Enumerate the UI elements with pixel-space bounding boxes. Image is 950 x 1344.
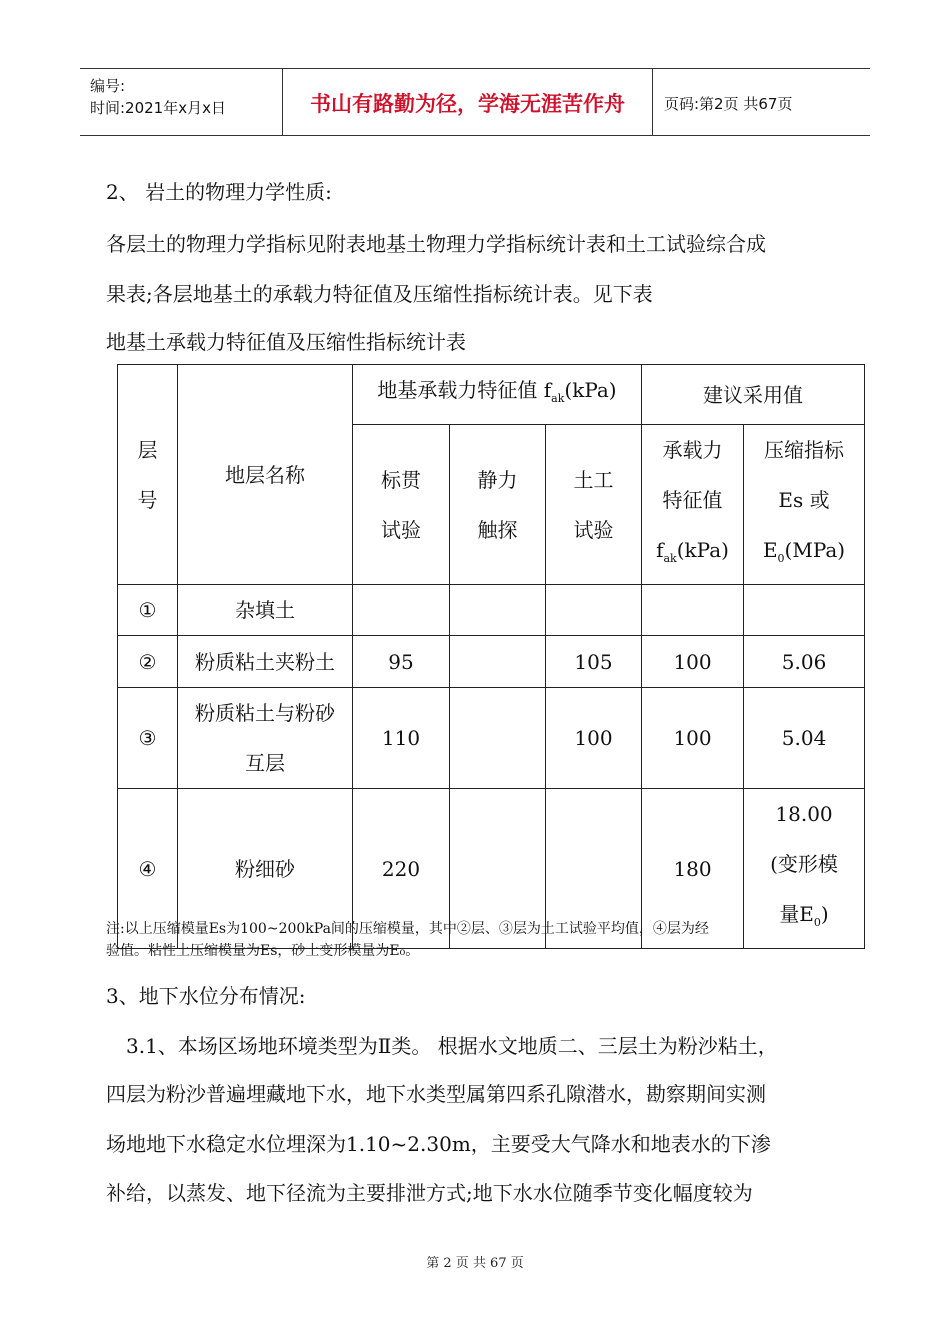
bearing-capacity-table <box>117 364 865 949</box>
header-layer-no: 层 号 <box>118 365 178 585</box>
paragraph-line: 各层土的物理力学指标见附表地基土物理力学指标统计表和土工试验综合成 <box>106 232 766 256</box>
paragraph-line: 场地地下水稳定水位埋深为1.10~2.30m，主要受大气降水和地表水的下渗 <box>106 1132 771 1156</box>
header-spt: 标贯 试验 <box>353 425 450 585</box>
header-motto: 书山有路勤为径，学海无涯苦作舟 <box>310 92 625 116</box>
paragraph-line: 四层为粉沙普遍埋藏地下水，地下水类型属第四系孔隙潜水，勘察期间实测 <box>106 1082 766 1106</box>
table-row: ④ 粉细砂 220 180 18.00 (变形模 量$E_0$) <box>118 789 865 949</box>
table-note: 注:以上压缩模量Es为100~200kPa间的压缩模量，其中②层、③层为土工试验平均值，④层为经 验值。粘性土压缩模量为Es，砂土变形模量为E₀。 <box>106 921 709 959</box>
doc-number-label: 编号: <box>90 77 126 95</box>
table-row: ① 杂填土 <box>118 585 865 636</box>
header-recommended-group: 建议采用值 <box>642 365 865 425</box>
header-compression: 压缩指标 Es 或 $E_0(MPa)$ <box>744 425 865 585</box>
table-row: ③ 粉质粘土与粉砂 互层 110 100 100 5.04 <box>118 688 865 789</box>
document-header <box>80 68 870 136</box>
paragraph-line: 补给，以蒸发、地下径流为主要排泄方式;地下水水位随季节变化幅度较为 <box>106 1181 753 1205</box>
section-3-heading: 3、地下水位分布情况: <box>106 984 306 1008</box>
table-row: ② 粉质粘土夹粉土 95 105 100 5.06 <box>118 636 865 688</box>
header-divider <box>652 69 653 135</box>
paragraph-line: 果表;各层地基土的承载力特征值及压缩性指标统计表。见下表 <box>106 282 653 306</box>
header-page-info: 页码:第2页 共67页 <box>664 95 793 113</box>
header-capacity: 承载力 特征值 $f_{ak}(kPa)$ <box>642 425 744 585</box>
header-lab: 土工 试验 <box>546 425 642 585</box>
table-header-row <box>118 365 865 425</box>
header-cpt: 静力 触探 <box>450 425 546 585</box>
header-fak-group: 地基承载力特征值 $f_{ak}(kPa)$ <box>353 365 642 425</box>
page-footer: 第 2 页 共 67 页 <box>426 1256 524 1271</box>
table-title: 地基土承载力特征值及压缩性指标统计表 <box>106 330 466 354</box>
paragraph-line: 3.1、本场区场地环境类型为Ⅱ类。 根据水文地质二、三层土为粉沙粘土， <box>126 1034 778 1058</box>
header-layer-name: 地层名称 <box>178 365 353 585</box>
section-2-heading: 2、 岩土的物理力学性质: <box>106 180 332 204</box>
date-label: 时间:2021年x月x日 <box>90 99 226 117</box>
header-meta <box>90 75 226 119</box>
